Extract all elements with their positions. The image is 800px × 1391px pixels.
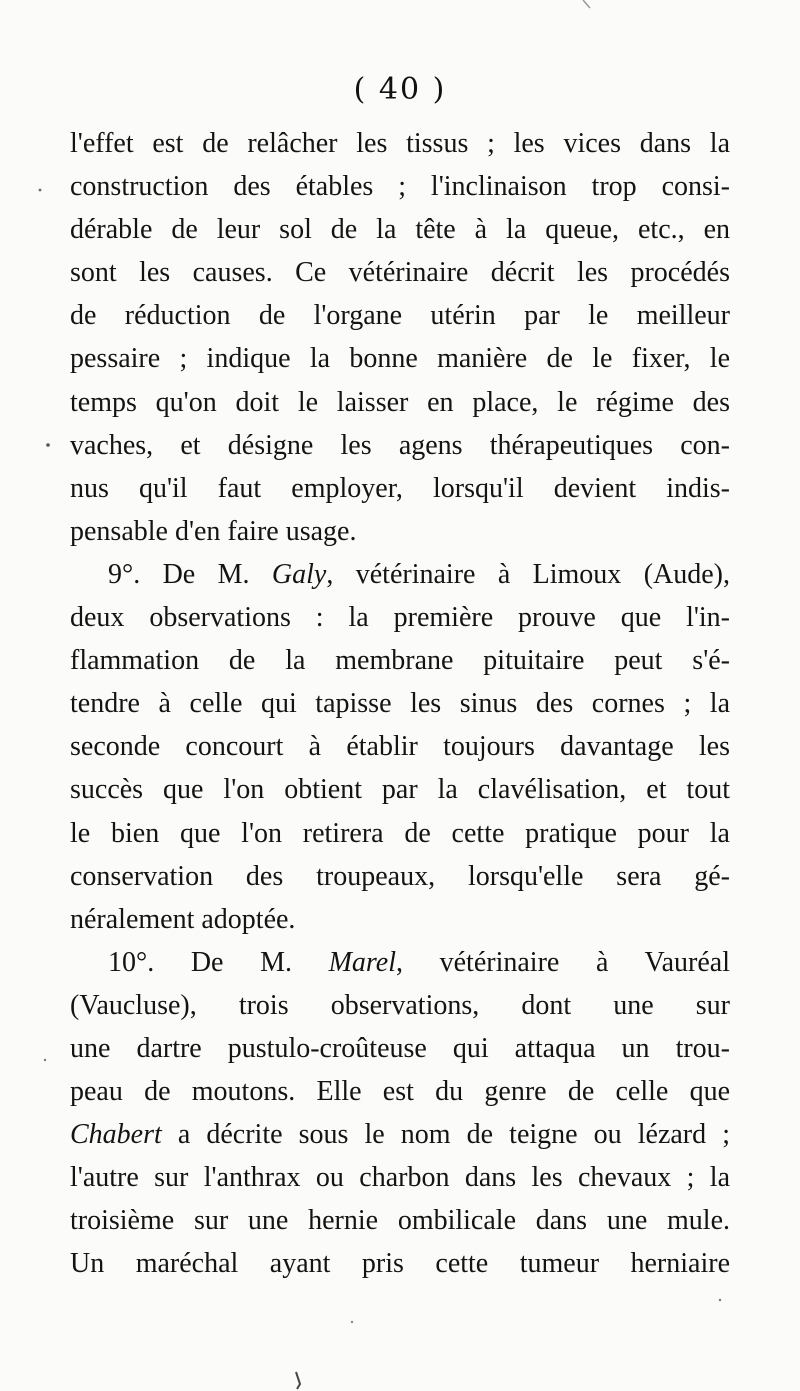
text-line: de réduction de l'organe utérin par le meilleur [70,300,730,332]
speck [719,1299,721,1301]
text-line: conservation des troupeaux, lorsqu'elle sera gé- [70,860,730,892]
body-text [70,122,730,1286]
text-line: le bien que l'on retirera de cette pratique pour la [70,817,730,849]
text-line: une dartre pustulo-croûteuse qui attaqua un trou- [70,1032,730,1064]
text-line: dérable de leur sol de la tête à la queue, etc., en [70,214,730,246]
text-line: construction des étables ; l'inclinaison trop consi- [70,171,730,203]
text-line: troisième sur une hernie ombilicale dans une mule. [70,1205,730,1237]
speck [351,1321,353,1323]
speck [39,189,42,192]
text-line: vaches, et désigne les agens thérapeutiques con- [70,429,730,461]
text-line: succès que l'on obtient par la clavélisation, et tout [70,774,730,806]
text-line: l'autre sur l'anthrax ou charbon dans les chevaux ; la [70,1162,730,1194]
text-line: 9°. De M. Galy, vétérinaire à Limoux (Aude), [108,558,730,590]
text-line: (Vaucluse), trois observations, dont une sur [70,989,730,1021]
text-line: Chabert a décrite sous le nom de teigne ou lézard ; [70,1119,730,1151]
text-line: pensable d'en faire usage. [70,515,357,547]
text-line: seconde concourt à établir toujours davantage les [70,731,730,763]
speck [583,0,590,8]
text-line: pessaire ; indique la bonne manière de le fixer, le [70,343,730,375]
text-line: deux observations : la première prouve que l'in- [70,602,730,634]
page-number: ( 40 ) [353,72,447,107]
text-line: sont les causes. Ce vétérinaire décrit les procédés [70,257,730,289]
speck [296,1372,300,1389]
text-line: néralement adoptée. [70,903,296,935]
text-line: temps qu'on doit le laisser en place, le régime des [70,386,730,418]
speck [44,1059,46,1061]
text-line: nus qu'il faut employer, lorsqu'il devient indis- [70,472,730,504]
text-line: 10°. De M. Marel, vétérinaire à Vauréal [108,946,730,978]
text-line: Un maréchal ayant pris cette tumeur herniaire [70,1248,730,1280]
text-line: l'effet est de relâcher les tissus ; les vices dans la [70,128,730,159]
text-line: flammation de la membrane pituitaire peut s'é- [70,645,730,677]
text-line: tendre à celle qui tapisse les sinus des cornes ; la [70,688,730,720]
text-line: peau de moutons. Elle est du genre de celle que [70,1076,730,1108]
speck [46,443,50,447]
